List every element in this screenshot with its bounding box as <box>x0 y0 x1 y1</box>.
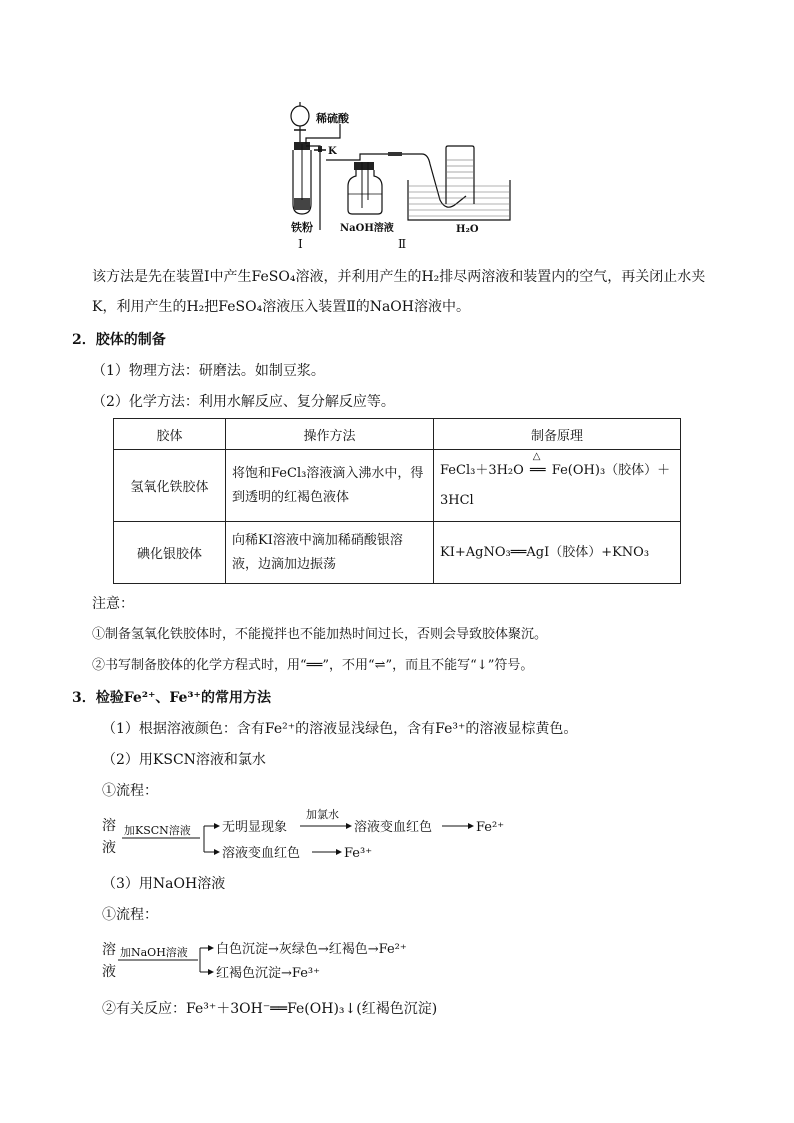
flow2-branch2: 红褐色沉淀→Fe³⁺ <box>216 966 320 981</box>
label-naoh: NaOH溶液 <box>340 223 394 234</box>
note-1: ①制备氢氧化铁胶体时，不能搅拌也不能加热时间过长，否则会导致胶体聚沉。 <box>92 627 548 642</box>
flow-label-2: ①流程： <box>102 907 158 923</box>
note-2-part-b: ”，不用“ <box>322 658 375 673</box>
flow2-solution-bottom: 液 <box>102 964 116 980</box>
flow1-branch1-reagent: 加氯水 <box>306 808 339 821</box>
paragraph-line-2: K，利用产生的H₂把FeSO₄溶液压入装置Ⅱ的NaOH溶液中。 <box>92 299 470 315</box>
principle-products-cont: 3HCl <box>440 492 474 508</box>
table-cell-name: 氢氧化铁胶体 <box>114 450 226 522</box>
paragraph-line-1: 该方法是先在装置Ⅰ中产生FeSO₄溶液，并利用产生的H₂排尽两溶液和装置内的空气，再关闭止水夹 <box>92 269 706 285</box>
flow1-solution-top: 溶 <box>102 818 116 834</box>
label-iron: 铁粉 <box>291 221 313 234</box>
flow1-solution-bottom: 液 <box>102 840 116 856</box>
section-3-title: 3．检验Fe²⁺、Fe³⁺的常用方法 <box>72 690 271 706</box>
table-row <box>114 522 681 584</box>
heat-arrow: △ ══ <box>524 456 552 486</box>
section-3-item-1: （1）根据溶液颜色：含有Fe²⁺的溶液显浅绿色，含有Fe³⁺的溶液显棕黄色。 <box>102 721 578 737</box>
flow1-branch1-result-2: 溶液变血红色 <box>354 820 433 835</box>
table-cell-method: 向稀KI溶液中滴加稀硝酸银溶液，边滴加边振荡 <box>226 522 434 584</box>
label-acid: 稀硫酸 <box>316 112 349 125</box>
flow-label-1: ①流程： <box>102 783 158 799</box>
apparatus-diagram <box>280 100 520 252</box>
label-k: K <box>328 146 337 157</box>
label-roman-1: Ⅰ <box>298 237 303 251</box>
table-cell-principle <box>434 522 681 584</box>
table-cell-principle <box>434 450 681 522</box>
colloid-table <box>113 418 681 584</box>
double-line-symbol: ══ <box>306 658 323 673</box>
flow2-reagent: 加NaOH溶液 <box>120 946 188 959</box>
label-roman-2: Ⅱ <box>398 237 407 251</box>
flow2-solution-top: 溶 <box>102 942 116 958</box>
flow1-reagent: 加KSCN溶液 <box>124 824 191 837</box>
flow-diagram-naoh <box>100 932 480 986</box>
table-header-cell: 胶体 <box>114 419 226 450</box>
section-2-item-2: （2）化学方法：利用水解反应、复分解反应等。 <box>92 394 395 410</box>
table-cell-method: 将饱和FeCl₃溶液滴入沸水中，得到透明的红褐色液体 <box>226 450 434 522</box>
principle-products: Fe(OH)₃（胶体）＋ <box>551 462 671 478</box>
heat-symbol: △ <box>532 450 541 462</box>
note-2-part-c: ”，而且不能写“↓”符号。 <box>385 658 534 673</box>
table-header-row <box>114 419 681 450</box>
flow1-branch1-ion: Fe²⁺ <box>476 820 505 835</box>
note-2 <box>92 656 533 676</box>
principle-reactants: FeCl₃＋3H₂O <box>440 462 524 478</box>
note-2-part-a: ②书写制备胶体的化学方程式时，用“ <box>92 658 307 673</box>
flow1-branch2-result: 溶液变血红色 <box>222 846 301 861</box>
section-3-item-3: （3）用NaOH溶液 <box>102 876 226 892</box>
flow1-branch1-result: 无明显现象 <box>222 820 288 835</box>
table-row <box>114 450 681 522</box>
principle-reactants: KI+AgNO₃ <box>440 544 511 560</box>
principle-products: AgI（胶体）+KNO₃ <box>526 544 650 560</box>
label-h2o: H₂O <box>456 224 479 235</box>
notes-title: 注意： <box>92 596 134 612</box>
flow-diagram-kscn <box>100 808 520 868</box>
equals-sign: ══ <box>510 544 527 560</box>
flow1-branch2-ion: Fe³⁺ <box>344 846 373 861</box>
section-3-item-2: （2）用KSCN溶液和氯水 <box>102 752 266 768</box>
section-2-title: 2．胶体的制备 <box>72 332 166 348</box>
flow2-branch1: 白色沉淀→灰绿色→红褐色→Fe²⁺ <box>216 942 407 957</box>
table-cell-name: 碘化银胶体 <box>114 522 226 584</box>
table-header-cell: 操作方法 <box>226 419 434 450</box>
table-header-cell: 制备原理 <box>434 419 681 450</box>
section-2-item-1: （1）物理方法：研磨法。如制豆浆。 <box>92 363 325 379</box>
reaction-equation: ②有关反应：Fe³⁺＋3OH⁻══Fe(OH)₃↓(红褐色沉淀) <box>102 1001 438 1017</box>
reversible-arrow-symbol: ⇌ <box>374 658 386 673</box>
